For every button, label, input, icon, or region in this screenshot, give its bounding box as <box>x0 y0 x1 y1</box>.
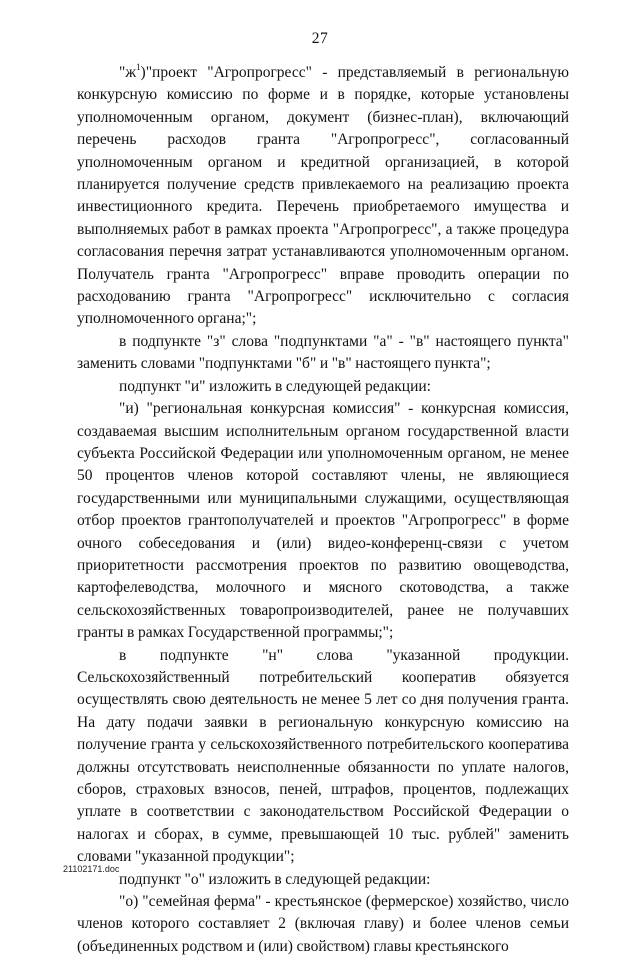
paragraph-subpoint-o-text: "о) "семейная ферма" - крестьянское (фермерское) хозяйство, число членов которого составляет 2 (включая главу) и более членов семьи (объединенных родством и (или) свойством) главы крестьянского <box>77 893 569 955</box>
paragraph-zh1-text: )"проект "Агропрогресс" - представляемый в региональную конкурсную комиссию по форме и в порядке, которые установлены уполномоченным органом, документ (бизнес-план), включающий перечень расходов гранта "Агропрогресс", согласованный уполномоченным органом и кредитной организацией, в которой планируется получение средств привлекаемого на реализацию проекта инвестиционного кредита. Перечень приобретаемого имущества и выполняемых работ в рамках проекта "Агропрогресс", а также процедура согласования перечня затрат устанавливаются уполномоченным органом. Получатель гранта "Агропрогресс" вправе проводить операции по расходованию гранта "Агропрогресс" исключительно с согласия уполномоченного органа;"; <box>77 64 569 328</box>
paragraph-subpoint-o-intro: подпункт "о" изложить в следующей редакции: <box>119 870 431 888</box>
document-body <box>77 62 569 958</box>
page-number: 27 <box>311 30 329 47</box>
paragraph-subpoint-z: в подпункте "з" слова "подпунктами "а" - "в" настоящего пункта" заменить словами "подпунктами "б" и "в" настоящего пункта"; <box>77 332 569 373</box>
superscript-one: 1 <box>136 61 141 72</box>
paragraph-zh1-prefix: "ж <box>119 64 137 81</box>
paragraph-subpoint-i-text: "и) "региональная конкурсная комиссия" - конкурсная комиссия, создаваемая высшим исполнительным органом государственной власти субъекта Российской Федерации или уполномоченным органом, не менее 50 процентов членов которой составляют члены, не являющиеся государственными или муниципальными служащими, осуществляющая отбор проектов грантополучателей и проектов "Агропрогресс" в форме очного собеседования и (или) видео-конференц-связи с учетом приоритетности рассмотрения проектов по развитию овощеводства, картофелеводства, молочного и мясного скотоводства, а также сельскохозяйственных товаропроизводителей, ранее не получавших гранты в рамках Государственной программы;"; <box>77 400 569 642</box>
paragraph-subpoint-i-intro: подпункт "и" изложить в следующей редакции: <box>119 377 431 395</box>
paragraph-zh1 <box>77 62 569 331</box>
paragraph-subpoint-n: в подпункте "н" слова "указанной продукции. Сельскохозяйственный потребительский кооператив обязуется осуществлять свою деятельность не менее 5 лет со дня получения гранта. На дату подачи заявки в региональную конкурсную комиссию на получение гранта у сельскохозяйственного потребительского кооператива должны отсутствовать неисполненные обязанности по уплате налогов, сборов, страховых взносов, пеней, штрафов, процентов, подлежащих уплате в соответствии с законодательством Российской Федерации о налогах и сборах, в сумме, превышающей 10 тыс. рублей" заменить словами "указанной продукции"; <box>77 646 569 866</box>
footer-document-id: 21102171.doc <box>63 864 120 874</box>
